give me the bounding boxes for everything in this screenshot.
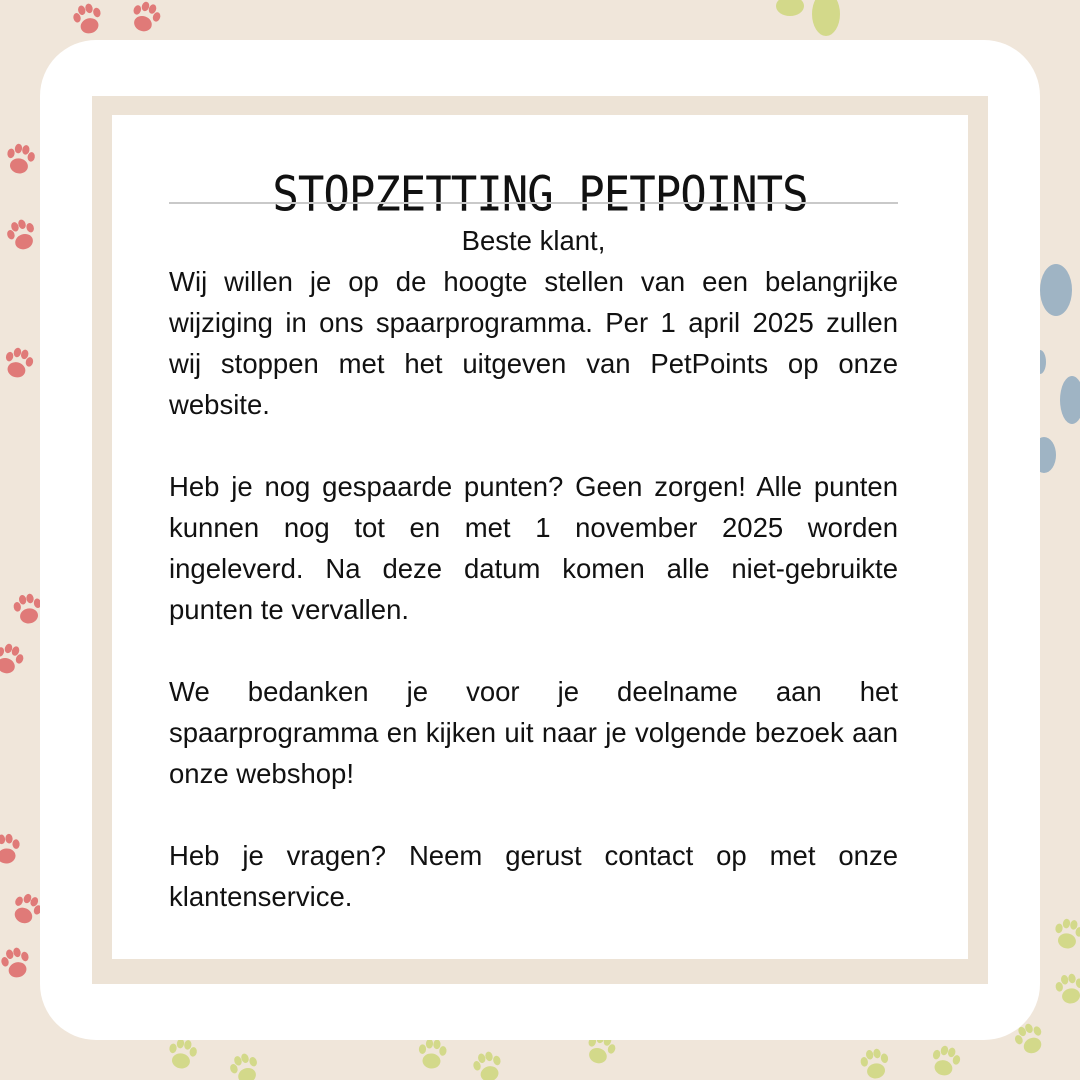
paw-print-icon <box>227 1050 263 1080</box>
paw-print-icon <box>166 1037 198 1071</box>
paragraph-points: Heb je nog gespaarde punten? Geen zorgen! Alle punten kunnen nog tot en met 1 november 2025 worden ingeleverd. Na deze datum komen alle niet-gebruikte punten te vervallen. <box>169 471 898 625</box>
paw-print-icon <box>0 945 33 980</box>
paw-print-icon <box>471 1049 505 1080</box>
paw-print-icon <box>1052 917 1080 951</box>
paw-print-icon <box>928 1043 962 1078</box>
paw-print-icon <box>417 1038 447 1070</box>
paragraph-questions: Heb je vragen? Neem gerust contact op met onze klantenservice. <box>169 840 898 912</box>
paragraph-thanks: We bedanken je voor je deelname aan het spaarprogramma en kijken uit naar je volgende bezoek aan onze webshop! <box>169 676 898 789</box>
paragraph-announcement: Wij willen je op de hoogte stellen van een belangrijke wijziging in ons spaarprogramma. Per 1 april 2025 zullen wij stoppen met het uitgeven van PetPoints op onze website. <box>169 266 898 420</box>
title-divider <box>169 202 898 204</box>
greeting-text: Beste klant, <box>461 225 606 256</box>
paw-print-icon <box>1054 972 1080 1006</box>
paw-print-icon <box>0 641 27 678</box>
paw-print-icon <box>0 833 21 865</box>
notice-body <box>169 220 898 917</box>
paw-print-icon <box>1 345 35 380</box>
paw-print-icon <box>71 1 105 36</box>
paw-print-icon <box>859 1047 891 1080</box>
notice-title: STOPZETTING PETPOINTS <box>272 166 808 223</box>
paw-print-icon <box>128 0 164 36</box>
